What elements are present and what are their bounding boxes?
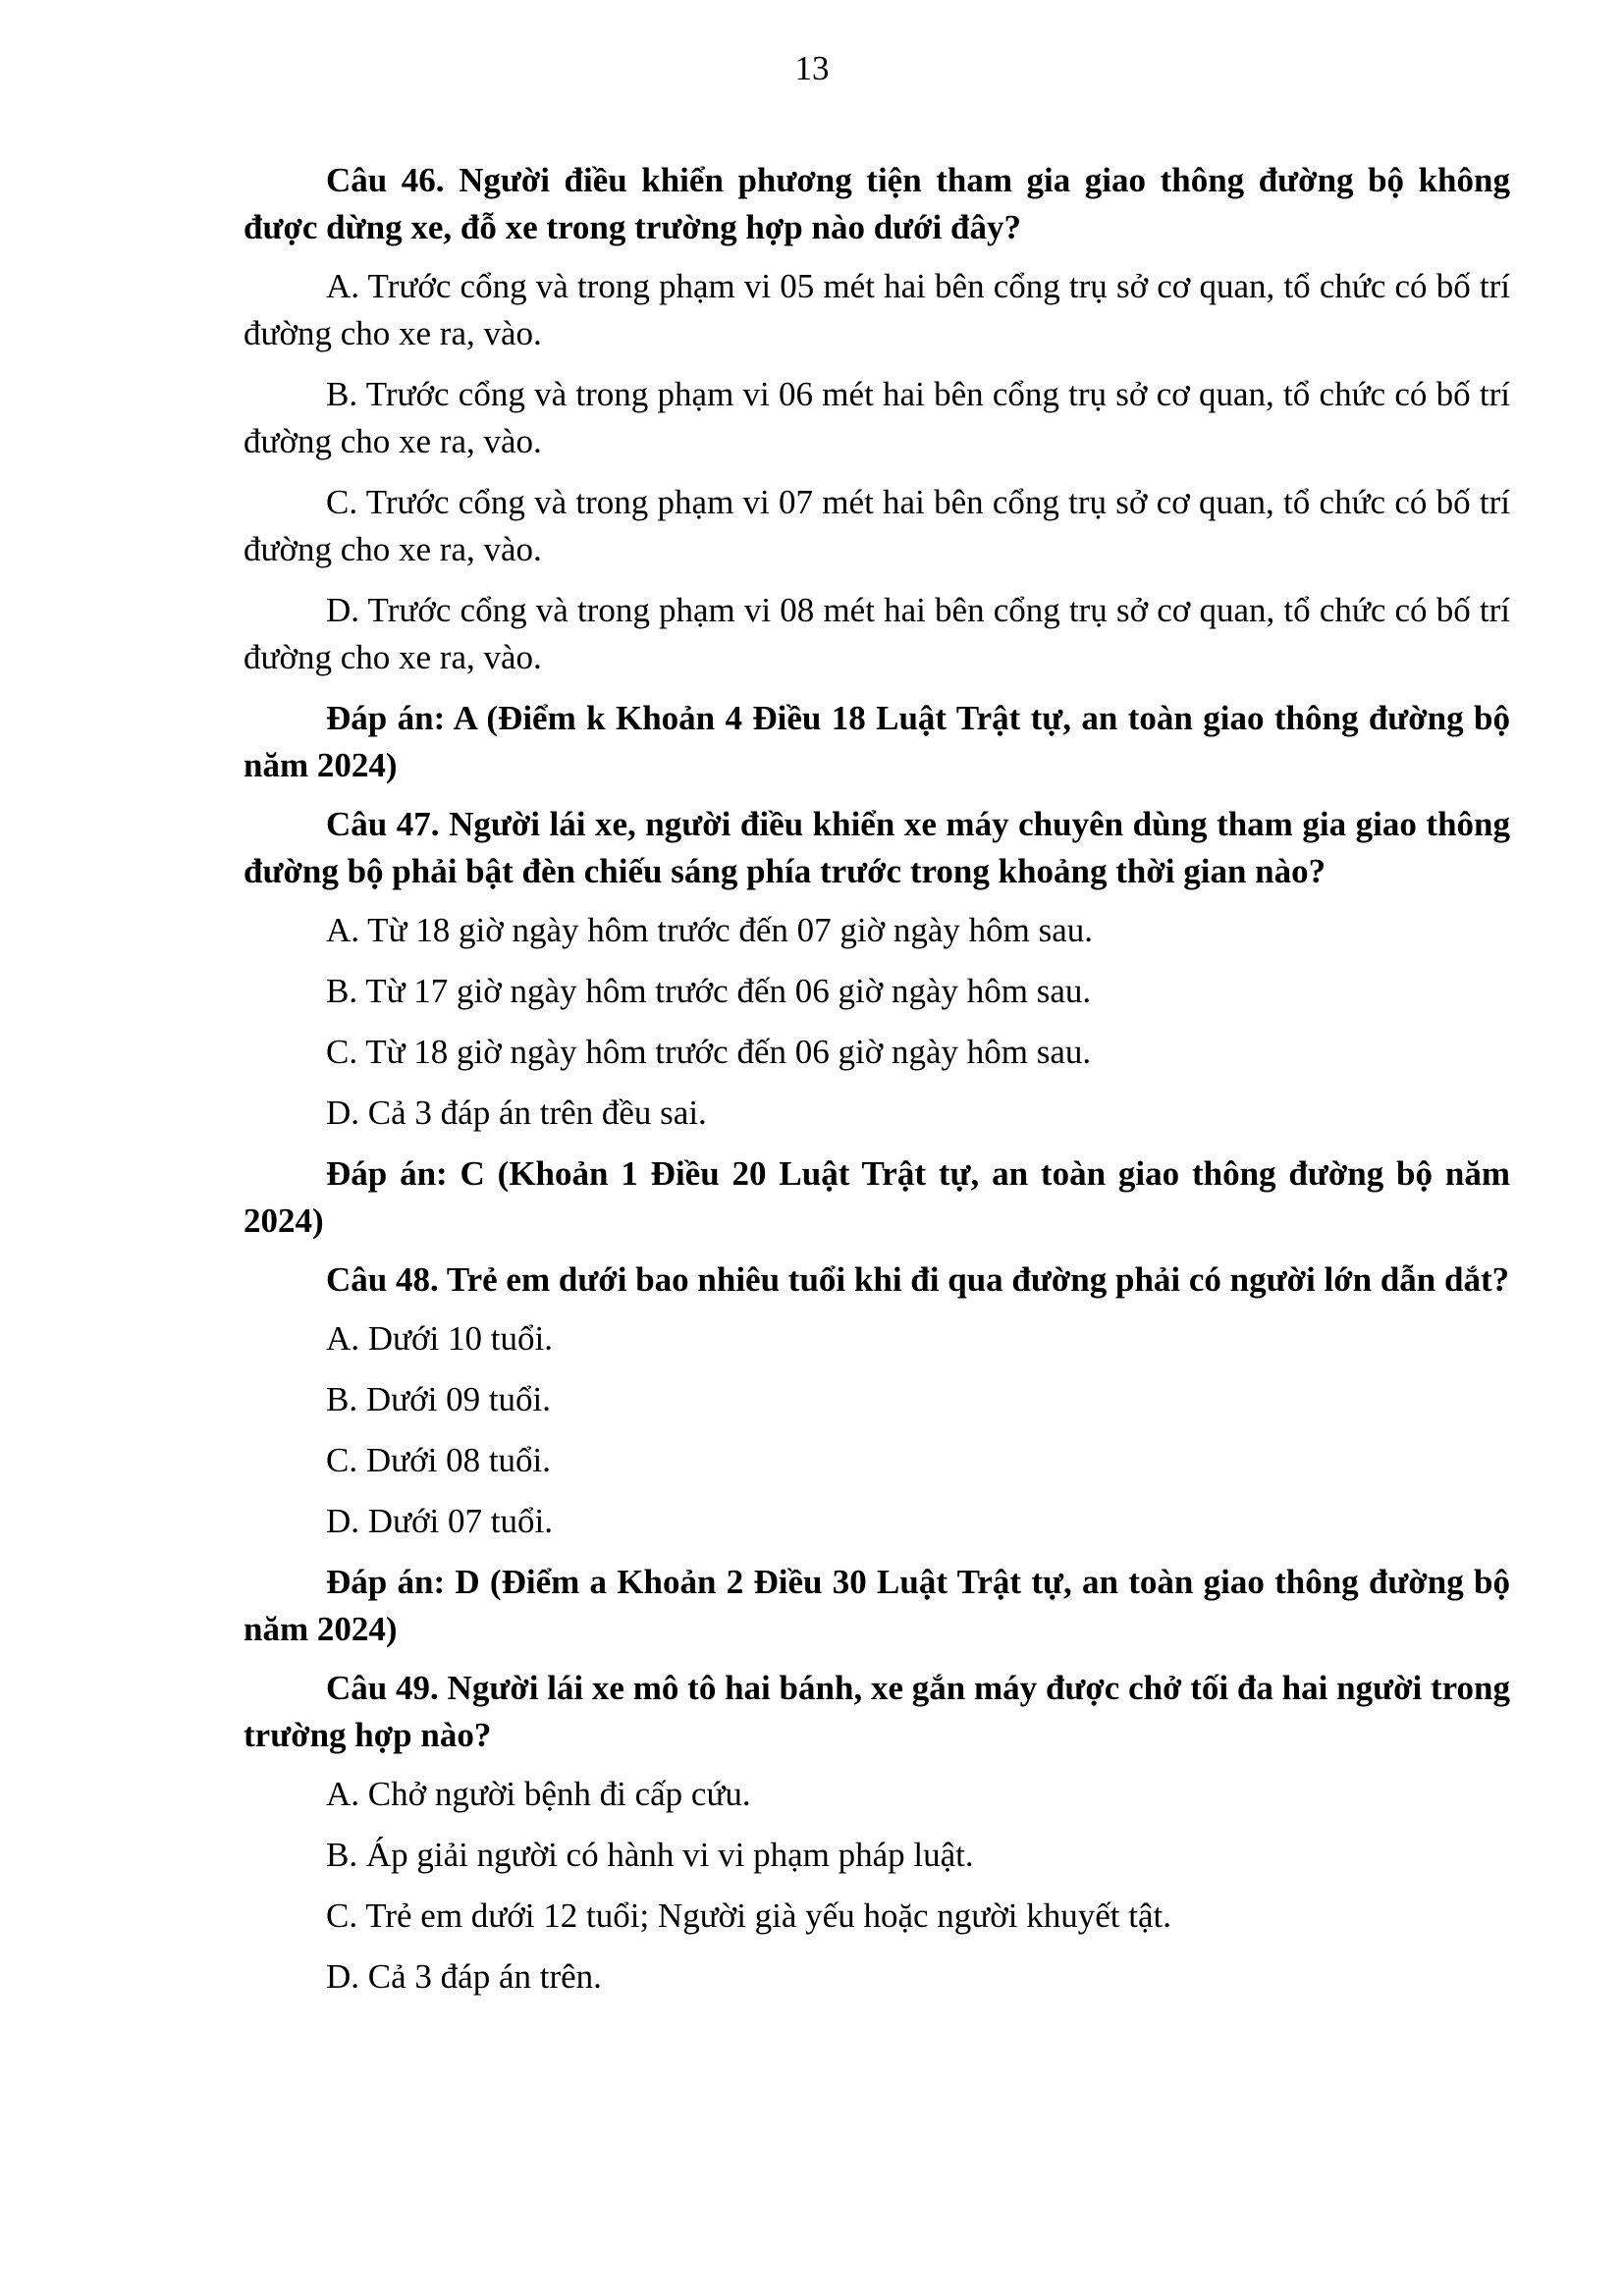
option-c: C. Dưới 08 tuổi. xyxy=(326,1441,552,1479)
option-d: D. Dưới 07 tuổi. xyxy=(326,1502,553,1540)
option-c: C. Trước cổng và trong phạm vi 07 mét hai bên cổng trụ sở cơ quan, tổ chức có bố trí đường cho xe ra, vào. xyxy=(244,483,1510,568)
question-49 xyxy=(244,1665,1510,2001)
option-a: A. Trước cổng và trong phạm vi 05 mét hai bên cổng trụ sở cơ quan, tổ chức có bố trí đường cho xe ra, vào. xyxy=(244,267,1510,352)
page-content xyxy=(244,157,1510,2014)
question-48 xyxy=(244,1256,1510,1653)
answer-text: Đáp án: C (Khoản 1 Điều 20 Luật Trật tự, an toàn giao thông đường bộ năm 2024) xyxy=(244,1154,1510,1240)
question-47 xyxy=(244,801,1510,1245)
option-d: D. Cả 3 đáp án trên. xyxy=(326,1957,602,1996)
question-text: Câu 46. Người điều khiển phương tiện tham gia giao thông đường bộ không được dừng xe, đỗ xe trong trường hợp nào dưới đây? xyxy=(244,161,1510,246)
option-a: A. Chở người bệnh đi cấp cứu. xyxy=(326,1775,751,1813)
question-text: Câu 47. Người lái xe, người điều khiển xe máy chuyên dùng tham gia giao thông đường bộ phải bật đèn chiếu sáng phía trước trong khoảng thời gian nào? xyxy=(244,805,1510,890)
answer-text: Đáp án: A (Điểm k Khoản 4 Điều 18 Luật Trật tự, an toàn giao thông đường bộ năm 2024) xyxy=(244,699,1510,784)
option-c: C. Từ 18 giờ ngày hôm trước đến 06 giờ ngày hôm sau. xyxy=(326,1033,1092,1071)
question-46 xyxy=(244,157,1510,789)
question-text: Câu 49. Người lái xe mô tô hai bánh, xe gắn máy được chở tối đa hai người trong trường hợp nào? xyxy=(244,1669,1510,1754)
option-d: D. Trước cổng và trong phạm vi 08 mét hai bên cổng trụ sở cơ quan, tổ chức có bố trí đường cho xe ra, vào. xyxy=(244,591,1510,676)
answer-text: Đáp án: D (Điểm a Khoản 2 Điều 30 Luật Trật tự, an toàn giao thông đường bộ năm 2024) xyxy=(244,1563,1510,1648)
option-d: D. Cả 3 đáp án trên đều sai. xyxy=(326,1094,707,1132)
question-text: Câu 48. Trẻ em dưới bao nhiêu tuổi khi đi qua đường phải có người lớn dẫn dắt? xyxy=(326,1260,1510,1299)
option-b: B. Từ 17 giờ ngày hôm trước đến 06 giờ ngày hôm sau. xyxy=(326,972,1092,1010)
option-a: A. Dưới 10 tuổi. xyxy=(326,1319,553,1358)
option-b: B. Trước cổng và trong phạm vi 06 mét hai bên cổng trụ sở cơ quan, tổ chức có bố trí đường cho xe ra, vào. xyxy=(244,375,1510,460)
page-number: 13 xyxy=(794,49,830,87)
option-b: B. Áp giải người có hành vi vi phạm pháp luật. xyxy=(326,1836,974,1874)
option-a: A. Từ 18 giờ ngày hôm trước đến 07 giờ ngày hôm sau. xyxy=(326,911,1094,949)
option-b: B. Dưới 09 tuổi. xyxy=(326,1380,552,1418)
option-c: C. Trẻ em dưới 12 tuổi; Người già yếu hoặc người khuyết tật. xyxy=(326,1896,1171,1935)
